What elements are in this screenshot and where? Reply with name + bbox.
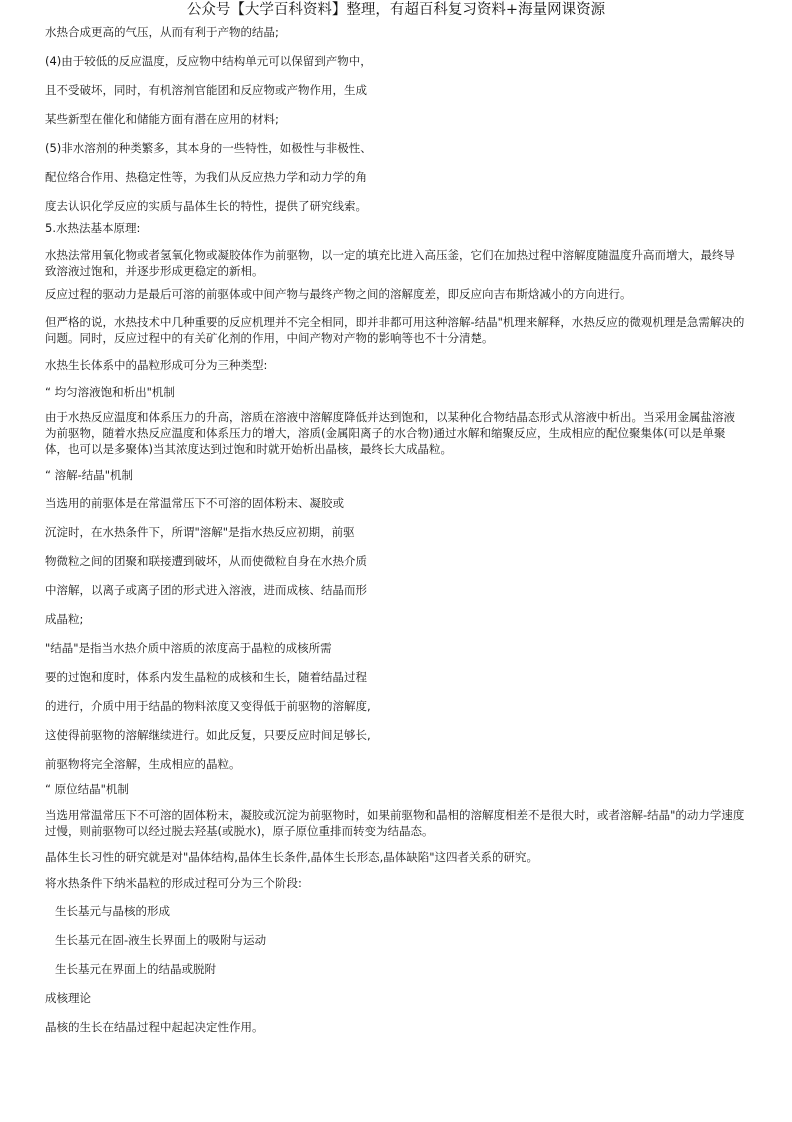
paragraph: 度去认识化学反应的实质与晶体生长的特性，提供了研究线索。	[45, 199, 367, 213]
list-item: 生长基元与晶核的形成	[55, 904, 170, 918]
mechanism-heading: “ 原位结晶"机制	[45, 782, 129, 796]
paragraph: 水热法常用氧化物或者氢氧化物或凝胶体作为前驱物，以一定的填充比进入高压釜，它们在加热过程中溶解度随温度升高而增大，最终导致溶液过饱和，并逐步形成更稳定的新相。	[45, 248, 735, 278]
paragraph: 中溶解，以离子或离子团的形式进入溶液，进而成核、结晶而形	[45, 583, 367, 597]
page-header: 公众号【大学百科资料】整理，有超百科复习资料+海量网课资源	[186, 2, 606, 18]
paragraph: 晶核的生长在结晶过程中起起决定性作用。	[45, 1020, 264, 1034]
document-body	[45, 24, 745, 1035]
paragraph: 且不受破坏，同时，有机溶剂官能团和反应物或产物作用，生成	[45, 83, 367, 97]
paragraph: 当选用的前驱体是在常温常压下不可溶的固体粉末、凝胶或	[45, 496, 344, 510]
paragraph: 成晶粒;	[45, 612, 84, 626]
paragraph: 将水热条件下纳米晶粒的形成过程可分为三个阶段:	[45, 876, 302, 890]
list-item: 生长基元在界面上的结晶或脱附	[55, 962, 216, 976]
paragraph: 晶体生长习性的研究就是对"晶体结构,晶体生长条件,晶体生长形态,晶体缺陷"这四者关系的研究。	[45, 850, 539, 864]
paragraph: 沉淀时，在水热条件下，所谓"溶解"是指水热反应初期，前驱	[45, 525, 355, 539]
paragraph: (4)由于较低的反应温度，反应物中结构单元可以保留到产物中，	[45, 54, 372, 68]
paragraph: 但严格的说，水热技术中几种重要的反应机理并不完全相同，即并非都可用这种溶解-结晶"机理来解释，水热反应的微观机理是急需解决的问题。同时，反应过程中的有关矿化剂的作用，中间产物对产物的影响等也不十分清楚。	[45, 315, 745, 345]
section-heading: 5.水热法基本原理:	[45, 221, 141, 235]
paragraph: 当选用常温常压下不可溶的固体粉末，凝胶或沉淀为前驱物时，如果前驱物和晶相的溶解度相差不是很大时，或者溶解-结晶"的动力学速度过慢，则前驱物可以经过脱去羟基(或脱水)，原子原位重排而转变为结晶态。	[45, 808, 745, 838]
paragraph: 前驱物将完全溶解，生成相应的晶粒。	[45, 757, 241, 771]
list-item: 生长基元在固-液生长界面上的吸附与运动	[55, 933, 267, 947]
paragraph: (5)非水溶剂的种类繁多，其本身的一些特性，如极性与非极性、	[45, 141, 372, 155]
paragraph: 由于水热反应温度和体系压力的升高，溶质在溶液中溶解度降低并达到饱和，以某种化合物结晶态形式从溶液中析出。当采用金属盐溶液为前驱物，随着水热反应温度和体系压力的增大，溶质(金属阳离子的水合物)通过水解和缩聚反应，生成相应的配位聚集体(可以是单聚体，也可以是多聚体)当其浓度达到过饱和时就开始析出晶核，最终长大成晶粒。	[45, 410, 735, 456]
mechanism-heading: “ 溶解-结晶"机制	[45, 468, 134, 482]
paragraph: 反应过程的驱动力是最后可溶的前驱体或中间产物与最终产物之间的溶解度差，即反应向吉布斯焓减小的方向进行。	[45, 287, 632, 301]
paragraph: 配位络合作用、热稳定性等，为我们从反应热力学和动力学的角	[45, 170, 367, 184]
mechanism-heading: “ 均匀溶液饱和析出"机制	[45, 385, 175, 399]
section-heading: 成核理论	[45, 991, 91, 1005]
paragraph: 这使得前驱物的溶解继续进行。如此反复，只要反应时间足够长,	[45, 728, 371, 742]
paragraph: 水热合成更高的气压，从而有利于产物的结晶;	[45, 25, 279, 39]
paragraph: 物微粒之间的团聚和联接遭到破坏，从而使微粒自身在水热介质	[45, 554, 367, 568]
paragraph: 要的过饱和度时，体系内发生晶粒的成核和生长，随着结晶过程	[45, 670, 367, 684]
paragraph: "结晶"是指当水热介质中溶质的浓度高于晶粒的成核所需	[45, 641, 332, 655]
paragraph: 的进行，介质中用于结晶的物料浓度又变得低于前驱物的溶解度,	[45, 699, 371, 713]
paragraph: 某些新型在催化和储能方面有潜在应用的材料;	[45, 112, 279, 126]
paragraph: 水热生长体系中的晶粒形成可分为三种类型:	[45, 358, 268, 372]
